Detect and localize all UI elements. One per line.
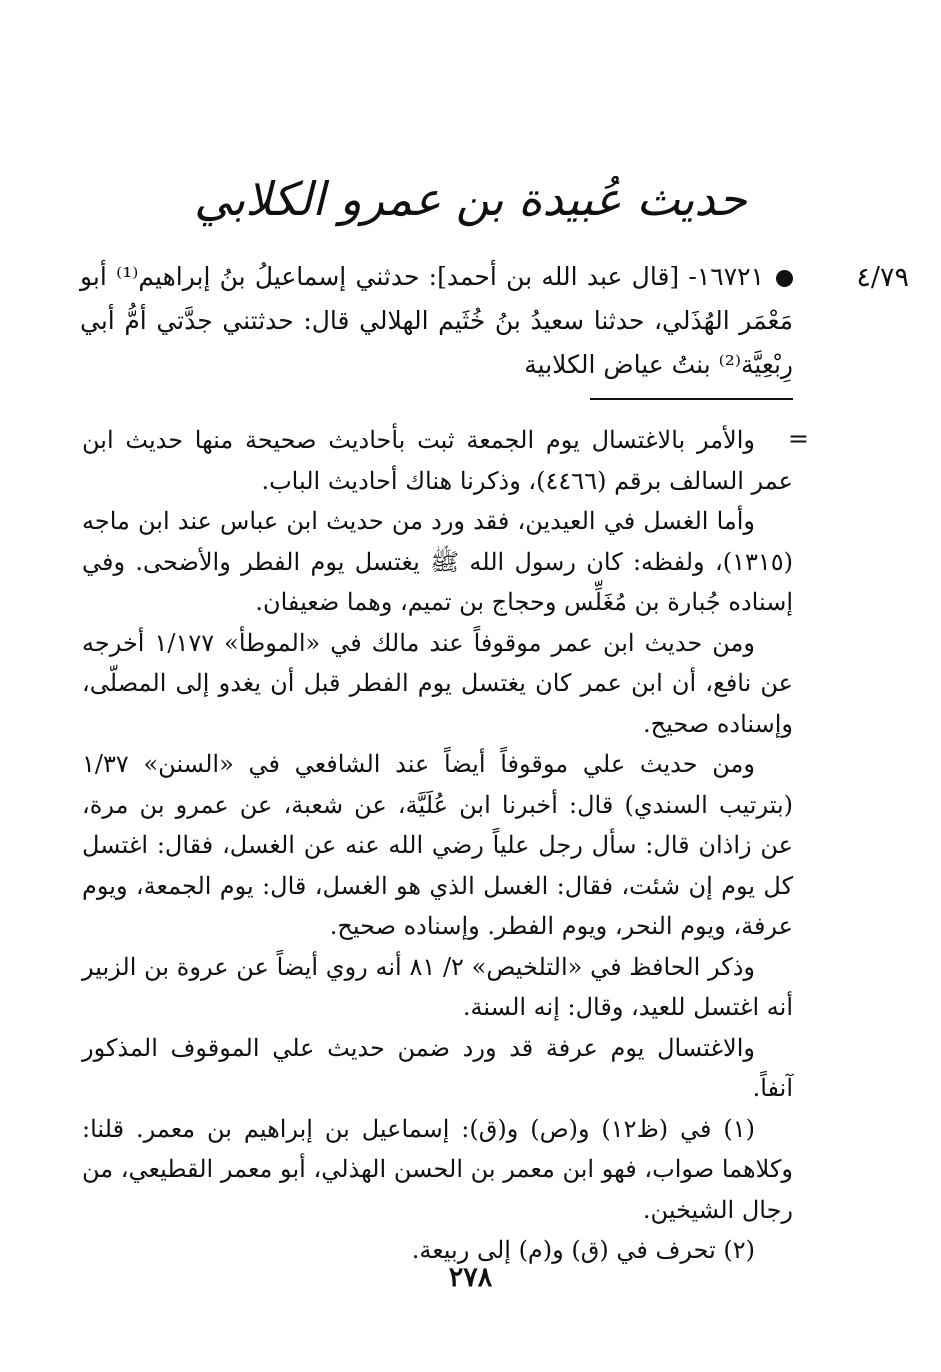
volume-reference: ٤/٧٩ [856, 262, 909, 293]
page-title: حديث عُبيدة بن عمرو الكلابي [194, 172, 747, 226]
hadith-block [80, 255, 793, 387]
bullet-icon [776, 270, 793, 287]
note-paragraph: والاغتسال يوم عرفة قد ورد ضمن حديث علي الموقوف المذكور آنفاً. [82, 1033, 793, 1102]
note-paragraph: وذكر الحافظ في «التلخيص» ٢/ ٨١ أنه روي أيضاً عن عروة بن الزبير أنه اغتسل للعيد، وقال: إنه السنة. [82, 952, 793, 1021]
footnote-2: (٢) تحرف في (ق) و(م) إلى ربيعة. [411, 1236, 755, 1264]
note-paragraph: ومن حديث ابن عمر موقوفاً عند مالك في «الموطأ» ١/١٧٧ أخرجه عن نافع، أن ابن عمر كان يغتسل يوم الفطر قبل أن يغدو إلى المصلّى، وإسناده صحيح. [82, 628, 793, 738]
footnote-1: (١) في (ظ١٢) و(ص) و(ق): إسماعيل بن إبراهيم بن معمر. قلنا: وكلاهما صواب، فهو ابن معمر بن الحسن الهذلي، أبو معمر القطيعي، من رجال الشيخين. [82, 1114, 793, 1224]
note-paragraph: والأمر بالاغتسال يوم الجمعة ثبت بأحاديث صحيحة منها حديث ابن عمر السالف برقم (٤٤٦٦)، وذكرنا هناك أحاديث الباب. [82, 426, 793, 495]
footnotes [82, 420, 793, 1271]
note-paragraph: ومن حديث علي موقوفاً أيضاً عند الشافعي في «السنن» ١/٣٧ (بترتيب السندي) قال: أخبرنا ابن عُلَيَّة، عن شعبة، عن عمرو بن مرة، عن زاذان قال: سأل رجل علياً رضي الله عنه عن الغسل، فقال: اغتسل كل يوم إن شئت، فقال: الغسل الذي هو الغسل، قال: يوم الجمعة، ويوم عرفة، ويوم النحر، ويوم الفطر. وإسناده صحيح. [82, 750, 793, 940]
continuation-mark: = [788, 424, 809, 453]
footnote-divider [590, 398, 793, 400]
note-paragraph: وأما الغسل في العيدين، فقد ورد من حديث ابن عباس عند ابن ماجه (١٣١٥)، ولفظه: كان رسول الله ﷺ يغتسل يوم الفطر والأضحى. وفي إسناده جُبارة بن مُغَلِّس وحجاج بن تميم، وهما ضعيفان. [82, 507, 793, 616]
hadith-text: ١٦٧٢١- [قال عبد الله بن أحمد]: حدثني إسماعيلُ بنُ إبراهيم⁽¹⁾ أبو مَعْمَر الهُذَلي، حدثنا سعيدُ بنُ خُثَيم الهلالي قال: حدثتني جدَّتي أمُّ أبي رِبْعِيَّة⁽²⁾ بنتُ عياض الكلابية [80, 262, 793, 379]
page-number: ٢٧٨ [448, 1262, 493, 1293]
